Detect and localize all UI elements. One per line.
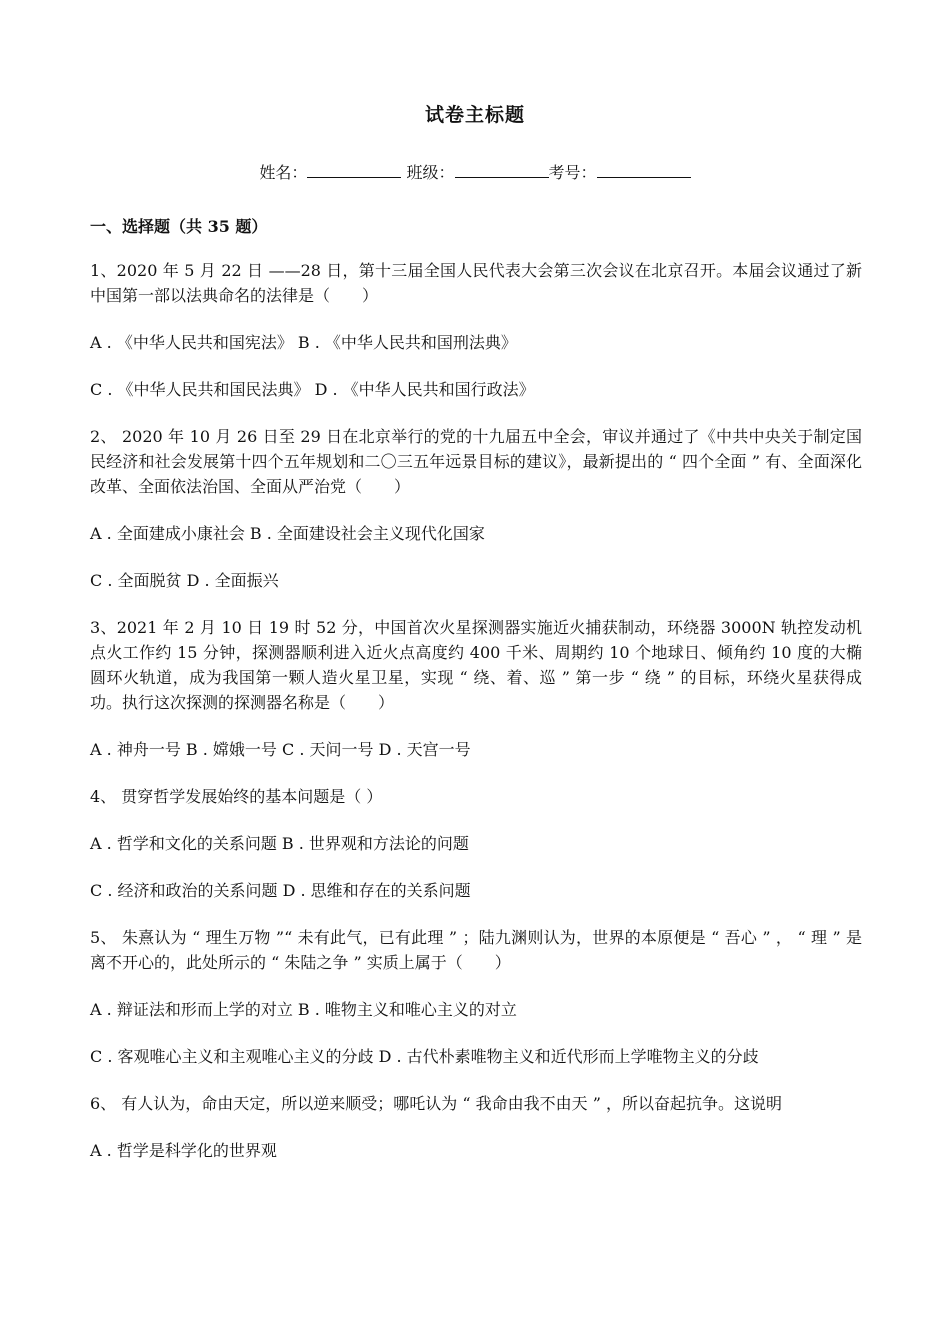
- question-5: 5、 朱熹认为 “ 理生万物 ”“ 未有此气，已有此理 ” ；陆九渊则认为，世界的本原便是 “ 吾心 ” ， “ 理 ” 是离不开心的，此处所示的 “ 朱陆之争 ” 实质上属于（ ）: [90, 928, 862, 972]
- options-4-cd: C . 经济和政治的关系问题 D . 思维和存在的关系问题: [90, 881, 471, 900]
- question-list: [90, 258, 862, 1185]
- question-6: 6、 有人认为，命由天定，所以逆来顺受；哪吒认为 “ 我命由我不由天 ” ，所以奋起抗争。这说明: [90, 1094, 782, 1113]
- options-5-cd: C . 客观唯心主义和主观唯心主义的分歧 D . 古代朴素唯物主义和近代形而上学唯物主义的分歧: [90, 1047, 759, 1066]
- id-blank: [597, 163, 691, 178]
- section-title: 一、选择题（共 35 题）: [90, 217, 268, 236]
- options-6-a: A . 哲学是科学化的世界观: [90, 1141, 277, 1160]
- question-4: 4、 贯穿哲学发展始终的基本问题是（ ）: [90, 787, 383, 806]
- question-3: 3、2021 年 2 月 10 日 19 时 52 分，中国首次火星探测器实施近火捕获制动，环绕器 3000N 轨控发动机点火工作约 15 分钟，探测器顺利进入近火点高度约 400 千米、周期约 10 个地球日、倾角约 10 度的大椭圆环火轨道，成为我国第一颗人造火星卫星，实现 “ 绕、着、巡 ” 第一步 “ 绕 ” 的目标，环绕火星获得成功。执行这次探测的探测器名称是（ ）: [90, 618, 862, 712]
- class-label: 班级：: [406, 163, 455, 182]
- options-1-cd: C . 《中华人民共和国民法典》 D . 《中华人民共和国行政法》: [90, 380, 535, 399]
- options-5-ab: A . 辩证法和形而上学的对立 B . 唯物主义和唯心主义的对立: [90, 1000, 517, 1019]
- question-1: 1、2020 年 5 月 22 日 ——28 日，第十三届全国人民代表大会第三次会议在北京召开。本届会议通过了新中国第一部以法典命名的法律是（ ）: [90, 261, 862, 305]
- options-1-ab: A . 《中华人民共和国宪法》 B . 《中华人民共和国刑法典》: [90, 333, 517, 352]
- options-2-ab: A . 全面建成小康社会 B . 全面建设社会主义现代化国家: [90, 524, 485, 543]
- name-label: 姓名：: [259, 163, 308, 182]
- class-blank: [455, 163, 549, 178]
- id-label: 考号：: [548, 163, 597, 182]
- page-title: 试卷主标题: [424, 104, 525, 126]
- options-4-ab: A . 哲学和文化的关系问题 B . 世界观和方法论的问题: [90, 834, 469, 853]
- question-2: 2、 2020 年 10 月 26 日至 29 日在北京举行的党的十九届五中全会，审议并通过了《中共中央关于制定国民经济和社会发展第十四个五年规划和二〇三五年远景目标的建议》，最新提出的 “ 四个全面 ” 有、全面深化改革、全面依法治国、全面从严治党（ ）: [90, 427, 862, 496]
- name-blank: [307, 163, 401, 178]
- options-2-cd: C . 全面脱贫 D . 全面振兴: [90, 571, 279, 590]
- options-3: A . 神舟一号 B . 嫦娥一号 C . 天问一号 D . 天宫一号: [90, 740, 471, 759]
- student-info-line: [0, 160, 950, 183]
